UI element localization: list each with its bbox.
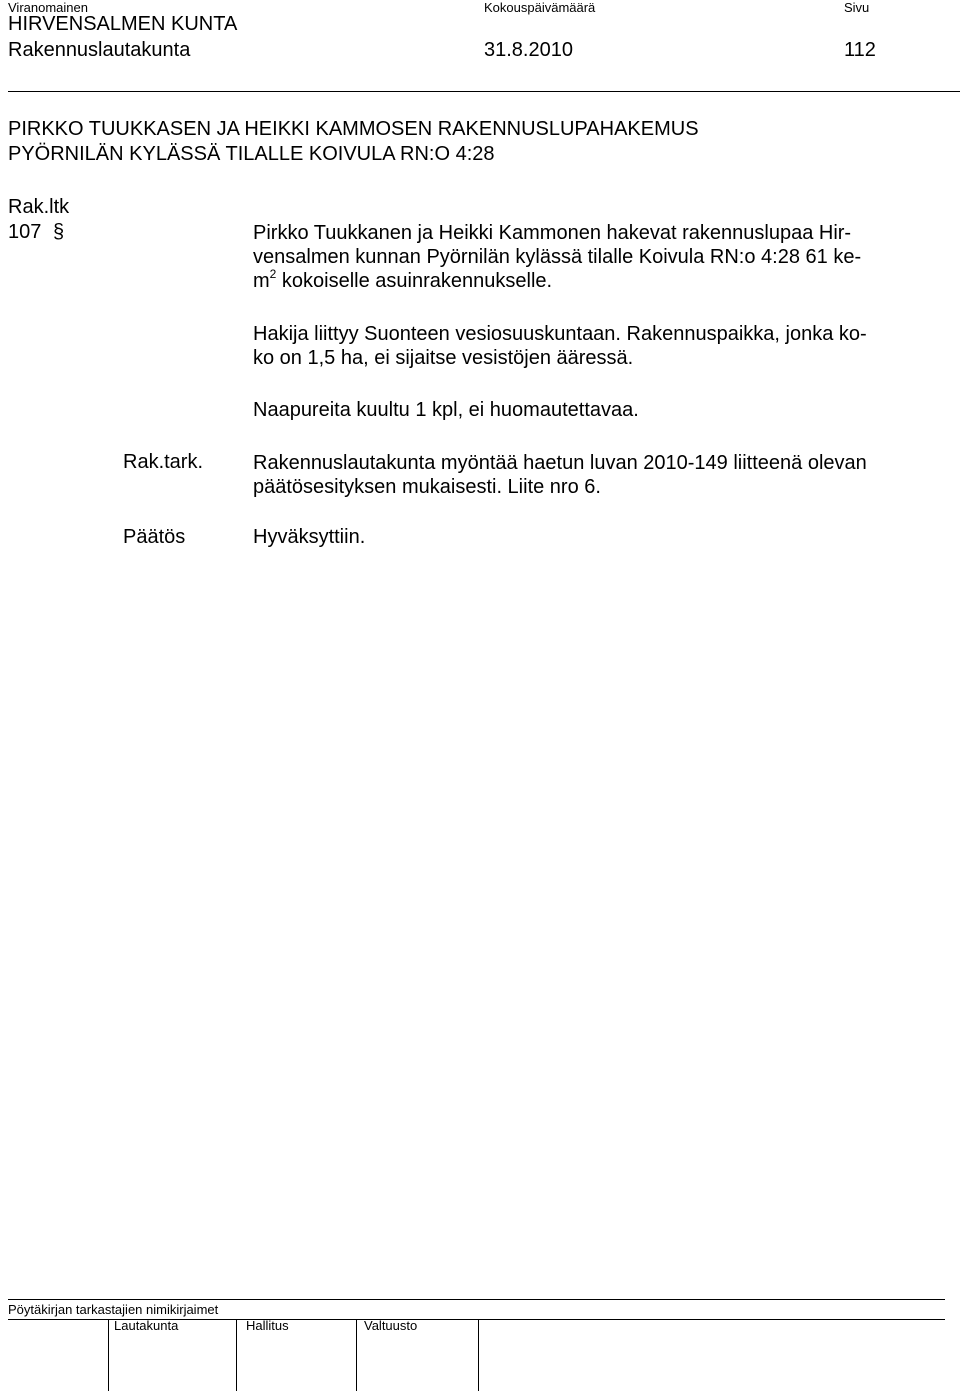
committee-name: Rakennuslautakunta xyxy=(8,39,191,61)
footer-column-divider xyxy=(108,1319,109,1391)
decision-text: Hyväksyttiin. xyxy=(253,526,366,548)
item-number xyxy=(8,221,64,244)
page-title-line-1: PIRKKO TUUKKASEN JA HEIKKI KAMMOSEN RAKENNUSLUPAHAKEMUS xyxy=(8,118,699,140)
section-sign: § xyxy=(52,221,65,243)
page-title-line-2: PYÖRNILÄN KYLÄSSÄ TILALLE KOIVULA RN:O 4:28 xyxy=(8,143,495,165)
footer-column-divider xyxy=(478,1319,479,1391)
paragraph-line: ko on 1,5 ha, ei sijaitse vesistöjen ääressä. xyxy=(253,347,634,369)
paragraph-line: Rakennuslautakunta myöntää haetun luvan 2010-149 liitteenä olevan xyxy=(253,452,867,474)
paragraph-line xyxy=(253,269,861,293)
meeting-date: 31.8.2010 xyxy=(484,39,573,61)
proposal-text xyxy=(253,451,867,499)
page-label: Sivu xyxy=(844,0,870,15)
authority-label: Viranomainen xyxy=(8,0,88,15)
header-divider xyxy=(8,91,960,92)
footer-column-lautakunta: Lautakunta xyxy=(114,1318,179,1333)
paragraph-line: Hakija liittyy Suonteen vesiosuuskuntaan. Rakennuspaikka, jonka ko- xyxy=(253,323,867,345)
footer-column-hallitus: Hallitus xyxy=(246,1318,289,1333)
paragraph-site-info xyxy=(253,322,867,370)
proposal-label: Rak.tark. xyxy=(123,451,204,473)
date-label: Kokouspäivämäärä xyxy=(484,0,596,15)
paragraph-line: vensalmen kunnan Pyörnilän kylässä tilalle Koivula RN:o 4:28 61 ke- xyxy=(253,246,862,268)
paragraph-line: Naapureita kuultu 1 kpl, ei huomautettavaa. xyxy=(253,399,639,421)
paragraph-line: Pirkko Tuukkanen ja Heikki Kammonen hakevat rakennuslupaa Hir- xyxy=(253,222,852,244)
item-number-value: 107 xyxy=(8,221,42,243)
unit-rest: kokoiselle asuinrakennukselle. xyxy=(276,270,553,292)
paragraph-line: päätösesityksen mukaisesti. Liite nro 6. xyxy=(253,476,601,498)
footer-column-divider xyxy=(356,1319,357,1391)
decision-label: Päätös xyxy=(123,526,186,548)
footer-column-valtuusto: Valtuusto xyxy=(364,1318,418,1333)
paragraph-neighbours xyxy=(253,398,639,422)
paragraph-application xyxy=(253,221,861,293)
unit-exponent: 2 xyxy=(269,267,277,281)
municipality-name: HIRVENSALMEN KUNTA xyxy=(8,13,238,35)
footer-divider xyxy=(8,1299,945,1300)
unit-base: m xyxy=(253,270,270,292)
signatures-label: Pöytäkirjan tarkastajien nimikirjaimet xyxy=(8,1302,219,1317)
page-number: 112 xyxy=(844,39,876,61)
body-label: Rak.ltk xyxy=(8,196,70,218)
footer-column-divider xyxy=(236,1319,237,1391)
